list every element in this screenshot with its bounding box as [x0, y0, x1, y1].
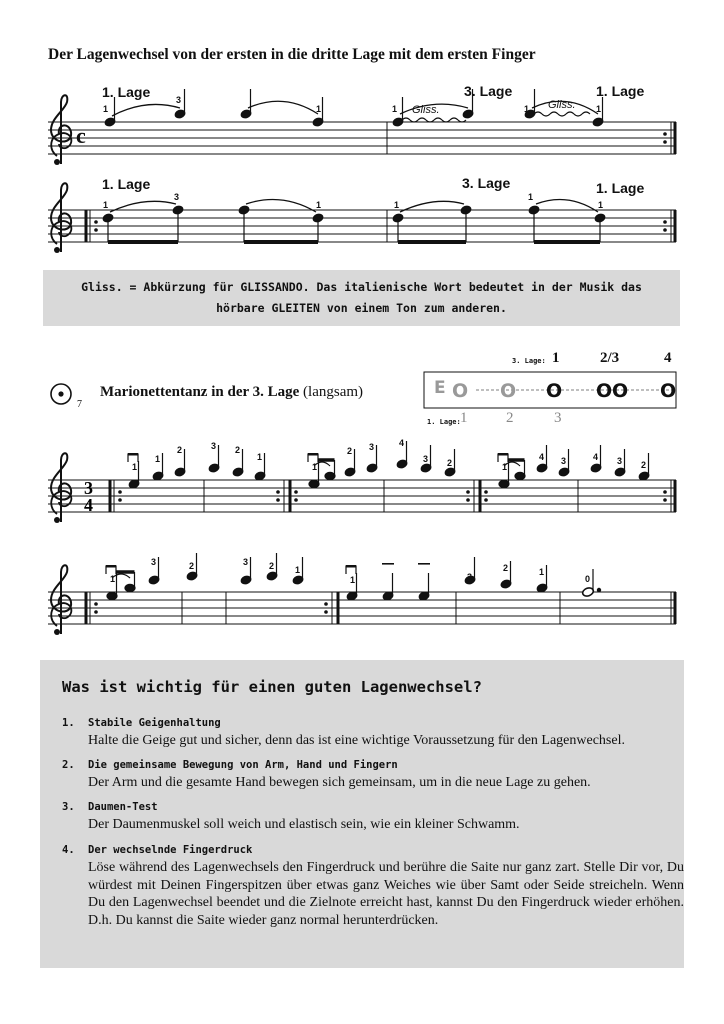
fingering-number: 2 — [447, 458, 453, 468]
svg-text:O: O — [546, 380, 563, 402]
diagram-bottom-number: 3 — [554, 410, 562, 426]
fingering-number: 4 — [399, 438, 405, 448]
diagram-bottom-number: 2 — [506, 410, 514, 426]
tip-title: Stabile Geigenhaltung — [88, 717, 221, 729]
fingering-number: 2 — [347, 446, 353, 456]
tip-title: Daumen-Test — [88, 801, 158, 813]
info-line-1: Gliss. = Abkürzung für GLISSANDO. Das italienische Wort bedeutet in der Musik das — [81, 280, 642, 294]
tip-title: Die gemeinsame Bewegung von Arm, Hand und Fingern — [88, 759, 398, 771]
diagram-bottom-number: 1 — [460, 410, 468, 426]
tip-number: 4. — [62, 844, 75, 856]
gliss-label: Gliss. — [412, 104, 440, 116]
fingering-number: 1 — [110, 574, 116, 584]
tip-text: Der Arm und die gesamte Hand bewegen sich gemeinsam, um in die neue Lage zu gehen. — [88, 775, 591, 790]
common-time-sig: c — [76, 123, 86, 148]
tip-text: Der Daumenmuskel soll weich und elastisch sein, wie ein kleiner Schwamm. — [88, 817, 520, 832]
time-sig-bottom: 4 — [84, 495, 93, 515]
fingering-number: 1 — [598, 200, 604, 210]
tip-text: Löse während des Lagenwechsels den Fingerdruck und berühre die Saite nur ganz zart. Stelle Dir vor, Du würdest mit Deinen Fingerspitzen über etwas ganz Weiches wie über Samt oder Seide streicheln. Wenn Du den Lagenwechsel beendet und die Zielnote erreicht hast, kannst Du den Fingerdruck wieder erhöhen. D.h. Du kannst die Saite wieder ganz normal herunterdrücken. — [88, 860, 684, 928]
notes-row-3 — [128, 441, 650, 489]
section-title: Der Lagenwechsel von der ersten in die dritte Lage mit dem ersten Finger — [48, 46, 536, 63]
svg-text:O: O — [660, 380, 677, 402]
fingering-number: 1 — [103, 104, 109, 114]
fingering-number: 1 — [524, 104, 530, 114]
fingering-number: 1 — [316, 104, 322, 114]
cd-track-number: 7 — [77, 399, 82, 410]
diagram-top-number: 4 — [664, 350, 672, 366]
fingering-number: 2 — [189, 561, 195, 571]
label-3-lage: 3. Lage — [462, 175, 511, 191]
tip-number: 1. — [62, 717, 75, 729]
svg-text:O: O — [612, 380, 629, 402]
fingering-number: 3 — [617, 456, 623, 466]
fingering-number: 1 — [103, 200, 109, 210]
staff-row-2 — [48, 183, 676, 253]
fingering-number: 1 — [132, 462, 138, 472]
piece-tempo: (langsam) — [303, 384, 364, 400]
fingering-number: 3 — [467, 572, 473, 582]
fingering-number: 1 — [155, 454, 161, 464]
fingering-number: 1 — [316, 200, 322, 210]
tips-box — [40, 660, 684, 968]
diagram-top-number: 1 — [552, 350, 560, 366]
fingering-number: 3 — [243, 557, 249, 567]
info-line-2: hörbare GLEITEN von einem Ton zum anderen. — [216, 301, 507, 315]
fingering-number: 3 — [423, 454, 429, 464]
fingering-number: 1 — [350, 575, 356, 585]
tip-number: 3. — [62, 801, 75, 813]
fingering-diagram — [424, 372, 676, 408]
staff-row-4 — [48, 553, 676, 635]
fingering-number: 1 — [312, 462, 318, 472]
svg-text:O: O — [596, 380, 613, 402]
fingering-number: 2 — [503, 563, 509, 573]
fingering-number: 3 — [369, 442, 375, 452]
staff-row-1 — [48, 89, 676, 165]
fingering-number: 2 — [269, 561, 275, 571]
gliss-label: Gliss. — [548, 99, 576, 111]
piece-title — [100, 384, 363, 401]
fingering-number: 1 — [539, 567, 545, 577]
diagram-bottom-label: 1. Lage: — [427, 418, 461, 426]
fingering-number: 1 — [528, 192, 534, 202]
fingering-number: 1 — [394, 200, 400, 210]
fingering-number: 3 — [561, 456, 567, 466]
time-sig-top: 3 — [84, 478, 93, 498]
fingering-number: 3 — [174, 192, 180, 202]
string-letter: E — [434, 378, 446, 398]
fingering-number: 2 — [641, 460, 647, 470]
fingering-number: 4 — [539, 452, 545, 462]
diagram-top-label: 3. Lage: — [512, 357, 546, 365]
label-1-lage-right: 1. Lage — [596, 180, 645, 196]
fingering-number: 0 — [585, 574, 591, 584]
tip-text: Halte die Geige gut und sicher, denn das ist eine wichtige Voraussetzung für den Lagenwechsel. — [88, 733, 625, 748]
label-1-lage: 1. Lage — [102, 176, 151, 192]
label-1-lage-right: 1. Lage — [596, 83, 645, 99]
tips-heading: Was ist wichtig für einen guten Lagenwechsel? — [62, 678, 482, 696]
fingering-number: 1 — [502, 462, 508, 472]
fingering-number: 2 — [177, 445, 183, 455]
tip-number: 2. — [62, 759, 75, 771]
label-3-lage: 3. Lage — [464, 83, 513, 99]
fingering-number: 1 — [596, 104, 602, 114]
fingering-number: 3 — [151, 557, 157, 567]
staff-row-3 — [48, 441, 676, 523]
fingering-number: 1 — [257, 452, 263, 462]
fingering-number: 1 — [295, 565, 301, 575]
svg-text:O: O — [452, 380, 469, 402]
fingering-number: 3 — [176, 95, 182, 105]
tip-title: Der wechselnde Fingerdruck — [88, 844, 253, 856]
fingering-number: 2 — [235, 445, 241, 455]
fingering-number: 4 — [593, 452, 599, 462]
cd-icon — [51, 384, 71, 404]
svg-text:O: O — [500, 380, 517, 402]
label-1-lage: 1. Lage — [102, 84, 151, 100]
glissando-info-box — [43, 270, 680, 326]
diagram-top-number: 2/3 — [600, 350, 620, 366]
fingering-number: 3 — [211, 441, 217, 451]
piece-title-bold: Marionettentanz in der 3. Lage — [100, 384, 300, 400]
fingering-number: 1 — [392, 104, 398, 114]
